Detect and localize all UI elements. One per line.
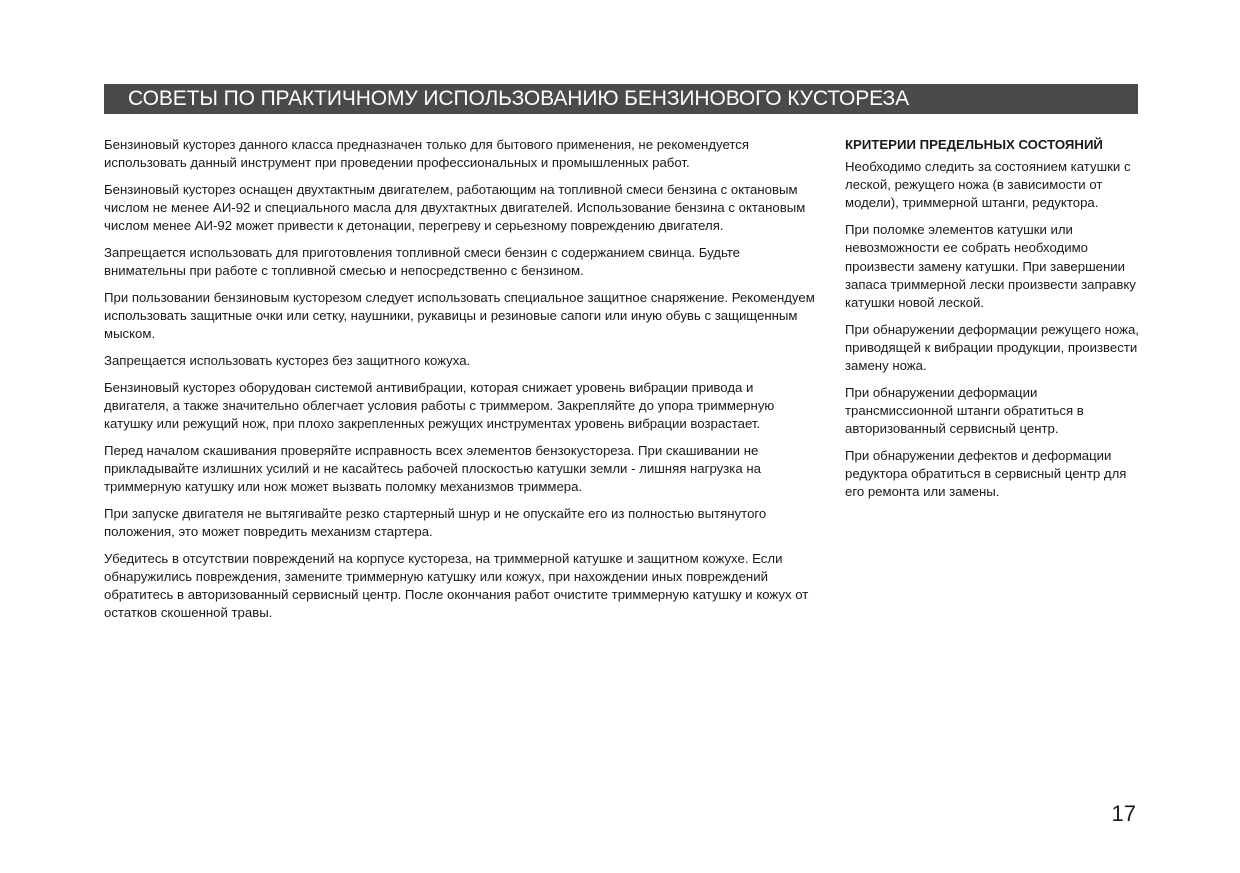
- main-paragraph: Запрещается использовать для приготовления топливной смеси бензин с содержанием свинца. Будьте внимательны при работе с топливной смесью и непосредственно с бензином.: [104, 245, 741, 279]
- main-paragraph: Бензиновый кусторез данного класса предназначен только для бытового применения, не рекомендуется использовать данный инструмент при проведении профессиональных и промышленных работ.: [104, 137, 749, 171]
- section-title-bar: [104, 84, 1138, 114]
- sidebar-paragraph: При обнаружении деформации режущего ножа, приводящей к вибрации продукции, произвести замену ножа.: [845, 321, 1139, 374]
- main-text-column: [104, 136, 816, 631]
- sidebar-paragraph: При обнаружении деформации трансмиссионной штанги обратиться в авторизованный сервисный центр.: [845, 384, 1084, 437]
- sidebar-paragraph: При поломке элементов катушки или невозможности ее собрать необходимо произвести замену катушки. При завершении запаса триммерной лески произвести заправку катушки новой леской.: [845, 222, 1136, 310]
- main-paragraph: При пользовании бензиновым кусторезом следует использовать специальное защитное снаряжение. Рекомендуем использовать защитные очки или сетку, наушники, рукавицы и резиновые сапоги или иную обувь с защищенным мыском.: [104, 289, 815, 342]
- sidebar-heading: КРИТЕРИИ ПРЕДЕЛЬНЫХ СОСТОЯНИЙ: [845, 137, 1103, 152]
- page-number: 17: [1111, 801, 1136, 826]
- main-paragraph: Запрещается использовать кусторез без защитного кожуха.: [104, 353, 471, 369]
- main-paragraph: Убедитесь в отсутствии повреждений на корпусе кустореза, на триммерной катушке и защитном кожухе. Если обнаружились повреждения, замените триммерную катушку или кожух, при нахождении иных повреждений обратитесь в авторизованный сервисный центр. После окончания работ очистите триммерную катушку и кожух от остатков скошенной травы.: [104, 550, 809, 621]
- sidebar-column: [845, 136, 1145, 510]
- main-paragraph: Бензиновый кусторез оснащен двухтактным двигателем, работающим на топливной смеси бензина с октановым числом не менее АИ-92 и специального масла для двухтактных двигателей. Использование бензина с октановым числом менее АИ-92 может привести к детонации, перегреву и серьезному повреждению двигателя.: [104, 181, 806, 234]
- main-paragraph: Бензиновый кусторез оборудован системой антивибрации, которая снижает уровень вибрации привода и двигателя, а также значительно облегчает условия работы с триммером. Закрепляйте до упора триммерную катушку или режущий нож, при плохо закрепленных режущих инструментах уровень вибрации возрастает.: [104, 379, 775, 432]
- section-title: СОВЕТЫ ПО ПРАКТИЧНОМУ ИСПОЛЬЗОВАНИЮ БЕНЗИНОВОГО КУСТОРЕЗА: [128, 87, 910, 110]
- sidebar-paragraph: Необходимо следить за состоянием катушки с леской, режущего ножа (в зависимости от модели), триммерной штанги, редуктора.: [845, 159, 1131, 211]
- main-paragraph: Перед началом скашивания проверяйте исправность всех элементов бензокустореза. При скашивании не прикладывайте излишних усилий и не касайтесь рабочей плоскостью катушки земли - лишняя нагрузка на триммерную катушку или нож может вызвать поломку механизмов триммера.: [104, 442, 761, 495]
- main-paragraph: При запуске двигателя не вытягивайте резко стартерный шнур и не опускайте его из полностью вытянутого положения, это может повредить механизм стартера.: [104, 505, 767, 540]
- sidebar-paragraph: При обнаружении дефектов и деформации редуктора обратиться в сервисный центр для его ремонта или замены.: [845, 447, 1127, 500]
